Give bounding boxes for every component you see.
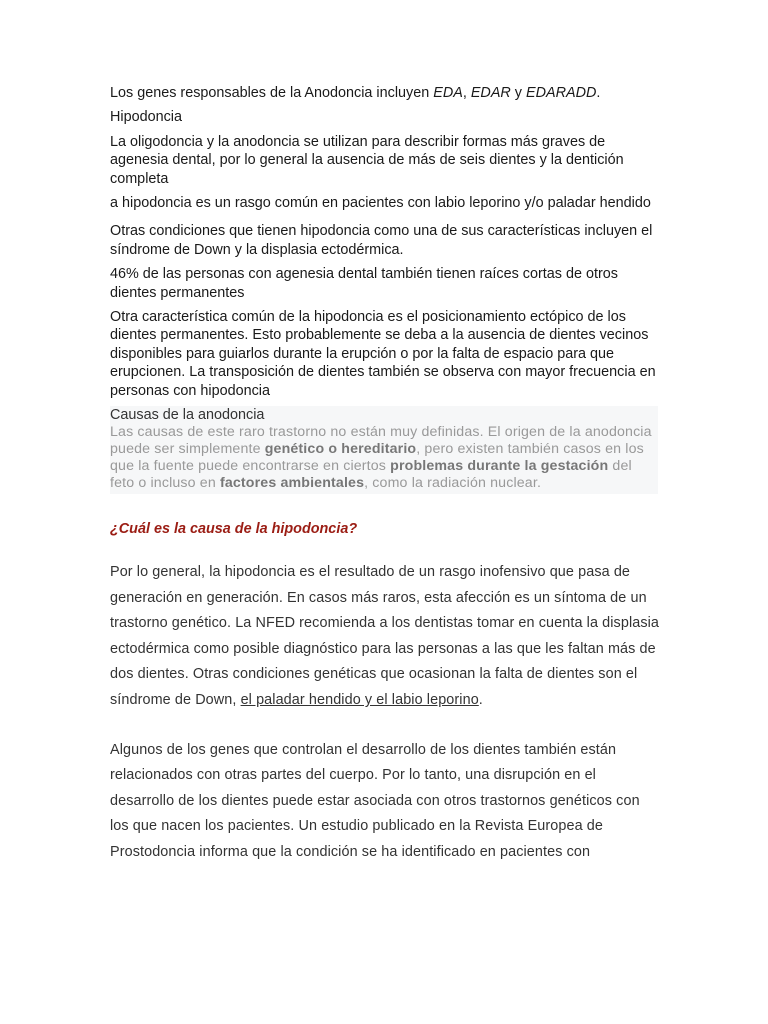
genes-separator: y [510,85,527,101]
callout-body [110,424,658,492]
callout-bold-genetico: genético o hereditario [264,441,417,458]
raices-cortas-paragraph: 46% de las personas con agenesia dental también tienen raíces cortas de otros dientes permanentes [110,266,618,301]
callout-text: del feto o incluso en [110,458,632,492]
callout-title: Causas de la anodoncia [110,407,265,424]
document-page [110,84,662,890]
callout-text: , pero existen también casos en los que la fuente puede encontrarse en ciertos [110,441,644,475]
labio-leporino-paragraph: a hipodoncia es un rasgo común en pacientes con labio leporino y/o paladar hendido [110,195,651,212]
otras-condiciones-paragraph: Otras condiciones que tienen hipodoncia como una de sus características incluyen el síndrome de Down y la displasia ectodérmica. [110,223,653,258]
section-heading-hipodoncia: Hipodoncia [110,109,183,126]
gene-edaradd: EDARADD [526,85,597,101]
callout-text: , como la radiación nuclear. [364,475,542,492]
callout-bold-ambientales: factores ambientales [219,475,365,492]
article-paragraph-2: Algunos de los genes que controlan el desarrollo de los dientes también están relacionados con otras partes del cuerpo. Por lo tanto, una disrupción en el desarrollo de los dientes puede estar asociada con otros trastornos genéticos con los que nacen los pacientes. Un estudio publicado en la Revista Europea de Prostodoncia informa que la condición se ha identificado en pacientes con [110,741,640,861]
paladar-hendido-link[interactable]: el paladar hendido y el labio leporino [240,692,479,709]
article-paragraph-1 [110,560,662,714]
genes-text: Los genes responsables de la Anodoncia incluyen [110,85,434,101]
genes-paragraph [110,84,662,102]
callout-bold-gestacion: problemas durante la gestación [390,458,609,475]
genes-suffix: . [596,85,601,101]
causas-callout-box [110,406,658,494]
genes-separator: , [462,85,471,101]
article-heading: ¿Cuál es la causa de la hipodoncia? [110,521,358,538]
callout-text: Las causas de este raro trastorno no están muy definidas. El origen de la anodoncia puede ser simplemente [110,424,652,458]
gene-edar: EDAR [470,85,511,101]
article-text-end: . [478,692,483,709]
oligodoncia-paragraph: La oligodoncia y la anodoncia se utilizan para describir formas más graves de agenesia dental, por lo general la ausencia de más de seis dientes y la dentición completa [110,133,624,187]
ectopico-paragraph: Otra característica común de la hipodoncia es el posicionamiento ectópico de los dientes permanentes. Esto probablemente se deba a la ausencia de dientes vecinos disponibles para guiarlos durante la erupción o por la falta de espacio para que erupcionen. La transposición de dientes también se observa con mayor frecuencia en personas con hipodoncia [110,309,656,399]
gene-eda: EDA [433,85,463,101]
article-text: Por lo general, la hipodoncia es el resultado de un rasgo inofensivo que pasa de generación en generación. En casos más raros, esta afección es un síntoma de un trastorno genético. La NFED recomienda a los dentistas tomar en cuenta la displasia ectodérmica como posible diagnóstico para las personas a las que les faltan más de dos dientes. Otras condiciones genéticas que ocasionan la falta de dientes son el síndrome de Down, [110,564,660,709]
